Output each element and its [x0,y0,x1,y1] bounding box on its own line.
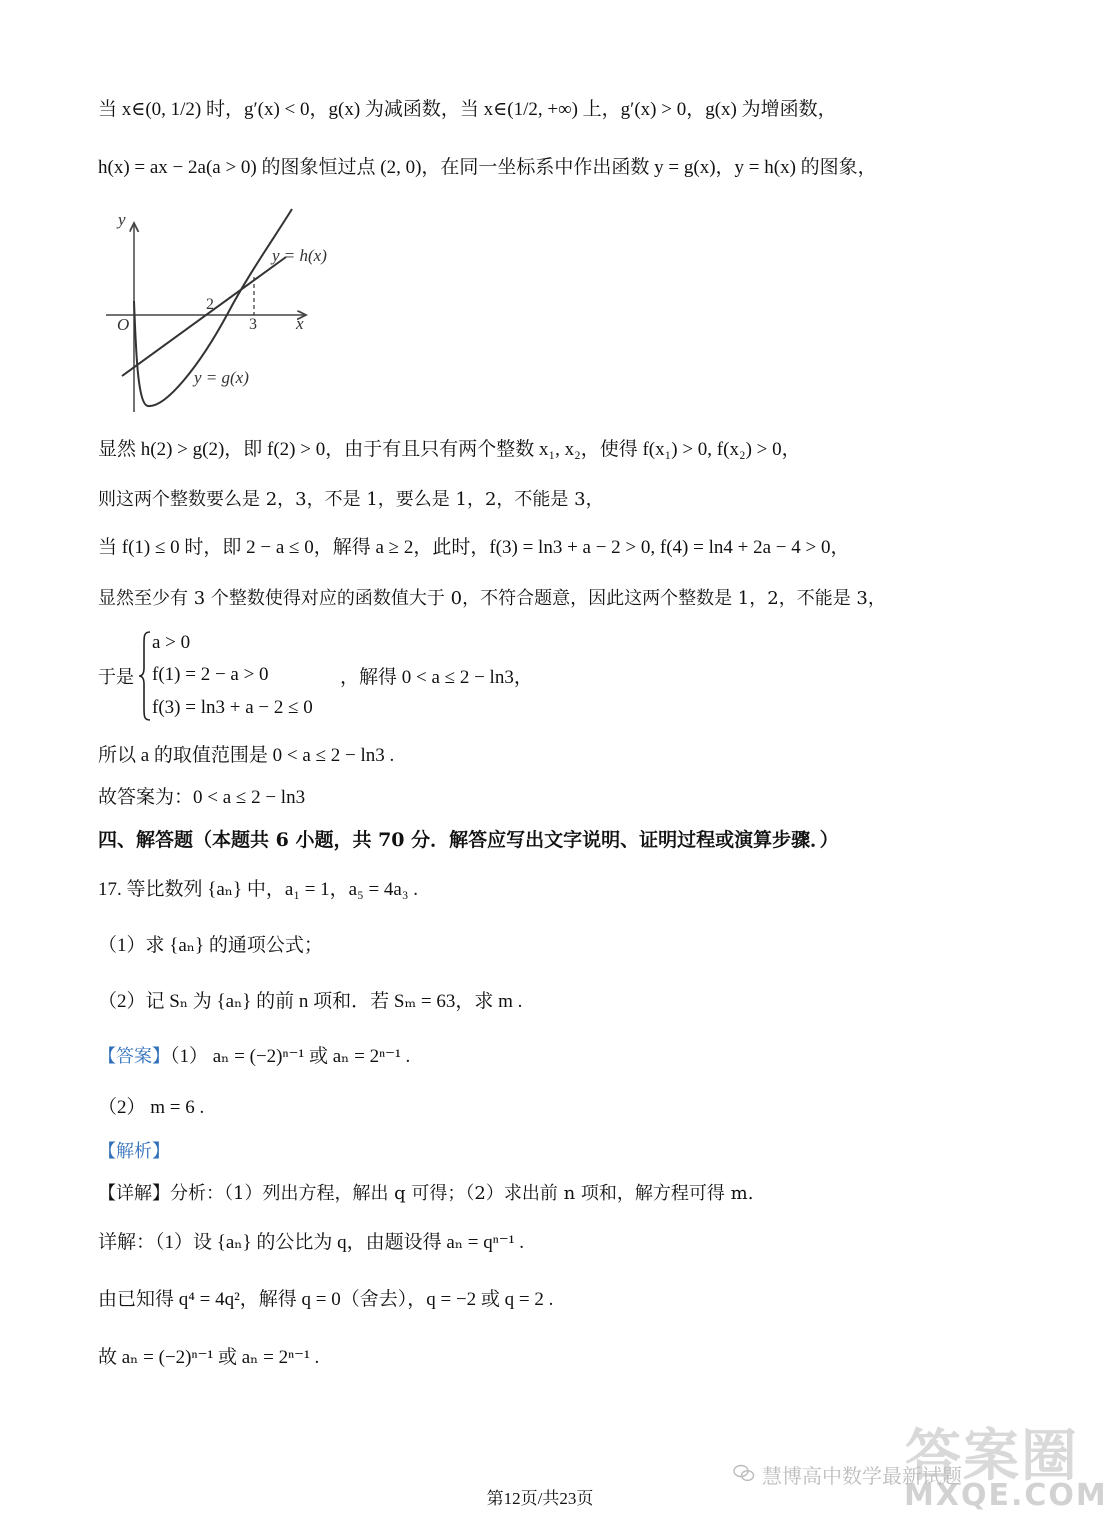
y-axis-label: y [118,210,126,229]
detail-line [98,1182,753,1206]
system-row-3: f(3) = ln3 + a − 2 ≤ 0 [152,697,313,718]
answer-1: （1） aₙ = (−2)ⁿ⁻¹ 或 aₙ = 2ⁿ⁻¹ . [170,1046,411,1067]
tick-label-2: 2 [206,296,214,313]
text-line-6: 显然至少有 3 个整数使得对应的函数值大于 0，不符合题意，因此这两个整数是 1，2，不能是 3， [98,588,886,609]
solution-line-2: 由已知得 q⁴ = 4q²，解得 q = 0（舍去），q = −2 或 q = 2 . [98,1289,554,1310]
watermark-site: MXQE.COM [904,1478,1108,1513]
analysis-tag: 【解析】 [98,1141,170,1162]
answer-2: （2） m = 6 . [98,1097,205,1118]
left-brace [138,630,152,722]
system-row-2: f(1) = 2 − a > 0 [152,664,269,685]
question-17: 17. 等比数列 {aₙ} 中，a₁ = 1，a₅ = 4a₃ . [98,879,418,900]
answer-line-1 [98,1045,410,1069]
origin-label: O [117,315,130,334]
text-line-4: 则这两个整数要么是 2，3，不是 1，要么是 1，2，不能是 3， [98,489,604,510]
solution-line-3: 故 aₙ = (−2)ⁿ⁻¹ 或 aₙ = 2ⁿ⁻¹ . [98,1347,320,1368]
text-line-3: 显然 h(2) > g(2)，即 f(2) > 0，由于有且只有两个整数 x₁, x₂，使得 f(x₁) > 0, f(x₂) > 0， [98,439,801,460]
system-prefix: 于是 [98,667,134,688]
detail-text: 分析：（1）列出方程，解出 q 可得；（2）求出前 n 项和，解方程可得 m. [170,1183,754,1204]
question-17-part-2: （2）记 Sₙ 为 {aₙ} 的前 n 项和．若 Sₘ = 63，求 m . [98,991,523,1012]
text-line-1: 当 x∈(0, 1/2) 时，g′(x) < 0，g(x) 为减函数，当 x∈(1/2, +∞) 上，g′(x) > 0，g(x) 为增函数， [98,99,837,120]
page-footer: 第12页/共23页 [486,1489,594,1508]
system-conclusion: ，解得 0 < a ≤ 2 − ln3， [340,667,533,688]
question-17-part-1: （1）求 {aₙ} 的通项公式； [98,935,323,956]
answer-tag: 【答案】 [98,1046,170,1067]
solution-line-1: 详解：（1）设 {aₙ} 的公比为 q，由题设得 aₙ = qⁿ⁻¹ . [98,1232,524,1253]
x-axis-label: x [296,314,304,333]
section-heading: 四、解答题（本题共 6 小题，共 70 分．解答应写出文字说明、证明过程或演算步骤．） [98,829,839,851]
watermark-logo: 答案圈 [905,1424,1079,1489]
text-line-9: 故答案为：0 < a ≤ 2 − ln3 [98,787,306,808]
tick-label-3: 3 [249,316,257,333]
text-line-5: 当 f(1) ≤ 0 时，即 2 − a ≤ 0，解得 a ≥ 2，此时，f(3) = ln3 + a − 2 > 0, f(4) = ln4 + 2a − 4 > 0， [98,537,850,558]
watermark-account: 慧博高中数学最新试题 [762,1464,962,1488]
text-line-8: 所以 a 的取值范围是 0 < a ≤ 2 − ln3 . [98,745,395,766]
function-graph [100,205,360,420]
system-row-1: a > 0 [152,632,191,653]
label-g: y = g(x) [194,368,249,387]
line-h [122,257,286,376]
detail-tag: 【详解】 [98,1183,170,1204]
wechat-icon [733,1464,755,1482]
text-line-2: h(x) = ax − 2a(a > 0) 的图象恒过点 (2, 0)，在同一坐标系中作出函数 y = g(x)，y = h(x) 的图象， [98,157,877,178]
label-h: y = h(x) [272,246,327,265]
